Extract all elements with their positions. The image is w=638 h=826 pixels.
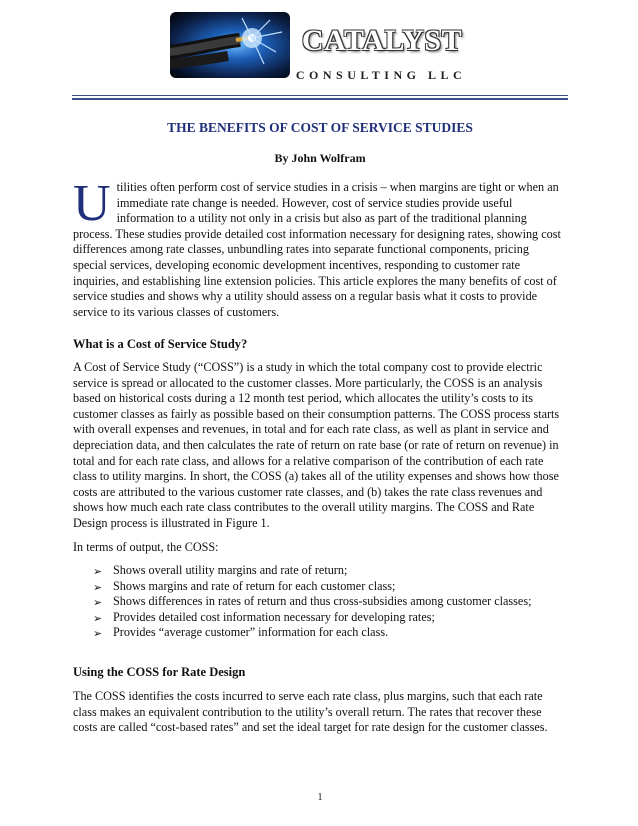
intro-text: tilities often perform cost of service studies in a crisis – when margins are tight or when an immediate rate change is needed. However, cost of service studies provide useful information to a utility not only in a crisis but also as part of the traditional planning process. These studies provide detailed cost information necessary for designing rates, showing cost differences among rate classes, unbundling rates into separate functional components, pricing special services, developing economic development incentives, responding to customer rate inquiries, and establishing line extension policies. This article explores the many benefits of cost of service studies and shows why a utility should assess on a regular basis what it costs to provide service to its various classes of customers. (73, 180, 561, 319)
brand-name: CATALYST (301, 24, 463, 57)
section-heading-rate-design: Using the COSS for Rate Design (73, 665, 246, 679)
list-item: ➢ Shows differences in rates of return and thus cross-subsidies among customer classes; (93, 594, 532, 610)
brand-tagline: CONSULTING LLC (295, 68, 467, 82)
list-item: ➢ Provides “average customer” information for each class. (93, 625, 389, 641)
article-byline: By John Wolfram (274, 151, 366, 165)
drop-cap: U (73, 175, 111, 232)
section2-paragraph: The COSS identifies the costs incurred to serve each rate class, plus margins, such that each rate class makes an equivalent contribution to the utility’s overall return. The rates that recover these costs are called “cost-based rates” and set the ideal target for rate design for the customer classes. (73, 689, 548, 735)
intro-paragraph (73, 175, 565, 320)
arrow-bullet-icon: ➢ (93, 565, 103, 578)
header-rule-thin (72, 95, 568, 96)
arrow-bullet-icon: ➢ (93, 611, 103, 625)
list-item: ➢ Shows overall utility margins and rate of return; (93, 563, 348, 578)
output-intro: In terms of output, the COSS: (73, 540, 219, 554)
arrow-bullet-icon: ➢ (93, 580, 103, 594)
page-number: 1 (317, 792, 323, 803)
section-heading-what-is-coss: What is a Cost of Service Study? (73, 337, 248, 351)
section1-paragraph: A Cost of Service Study (“COSS”) is a study in which the total company cost to provide electric service is spread or allocated to the customer classes. More particularly, the COSS is an analysis based on historical costs during a 12 month test period, which allocates the utility’s costs to its customer classes as fairly as possible based on their consumption patterns. The COSS process starts with overall expenses and revenues, in total and for each rate class, as well as plant in service and depreciation data, and then calculates the rate of return on rate base (or rate of return on revenue) in total and for each rate class, and allows for a relative comparison of the contribution of each rate class to utility margins. In short, the COSS (a) takes all of the utility expenses and shows how those costs are attributed to the various customer rate classes, and (b) takes the rate class revenues and shows how much each rate class contributes to the overall utility margins. The COSS and Rate Design process is illustrated in Figure 1. (73, 360, 560, 530)
list-item: ➢ Provides detailed cost information necessary for developing rates; (93, 609, 435, 625)
output-bullet-list (73, 563, 565, 641)
header-rule-thick (72, 98, 568, 100)
arrow-bullet-icon: ➢ (93, 596, 103, 610)
logo-cable-image (170, 12, 290, 78)
arrow-bullet-icon: ➢ (93, 627, 103, 641)
article-title: THE BENEFITS OF COST OF SERVICE STUDIES (167, 120, 473, 135)
list-item: ➢ Shows margins and rate of return for each customer class; (93, 578, 396, 594)
